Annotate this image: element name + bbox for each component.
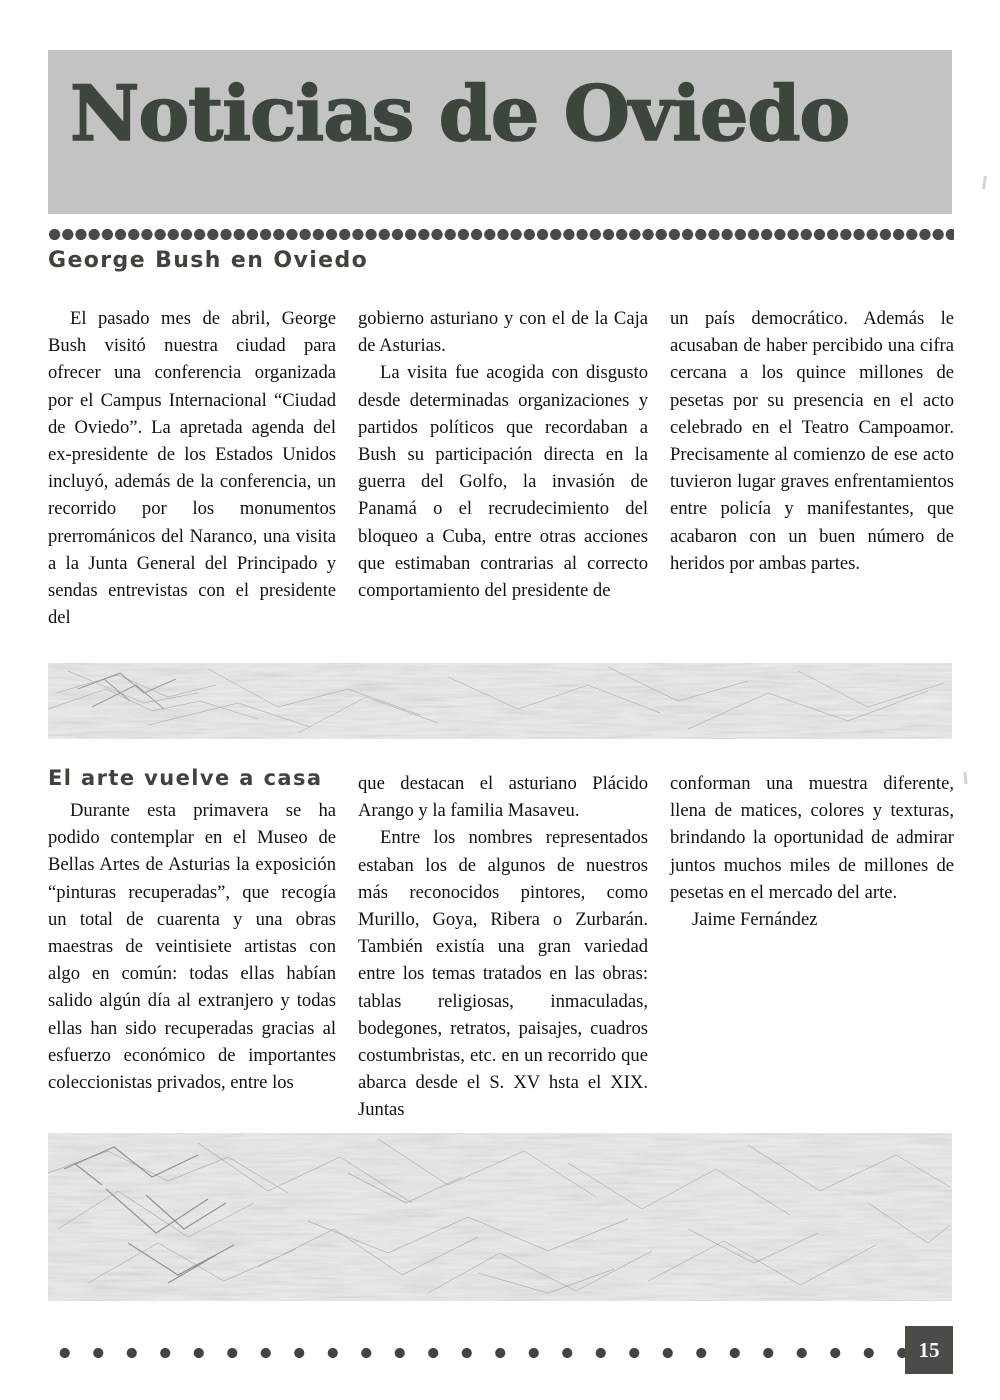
masthead-title: Noticias de Oviedo <box>70 69 850 158</box>
article-2-column-3 <box>670 770 954 933</box>
paragraph: Entre los nombres representados estaban los de algunos de nuestros más reconocidos pintores, como Murillo, Goya, Ribera o Zurbarán. También existía una gran variedad entre los temas tratados en las obras: tablas religiosas, inmaculadas, bodegones, retratos, paisajes, cuadros costumbristas, etc. en un recorrido que abarca desde el S. XV hsta el XIX. Juntas <box>358 827 648 1121</box>
paragraph: Durante esta primavera se ha podido contemplar en el Museo de Bellas Artes de Asturias la exposición “pinturas recuperadas”, que recogía un total de cuarenta y una obras maestras de veintisiete artistas con algo en común: todas ellas habían salido algún día al extranjero y todas ellas han sido recuperadas gracias al esfuerzo económico de importantes coleccionistas privados, entre los <box>48 800 336 1094</box>
page-number-badge: 15 <box>905 1326 953 1374</box>
article-1-column-3 <box>670 305 954 577</box>
scan-artifact <box>963 772 967 784</box>
photo-strip-1 <box>48 663 952 739</box>
dotted-rule-top <box>48 226 954 240</box>
dotted-rule-bottom <box>48 1345 908 1361</box>
paragraph: El pasado mes de abril, George Bush visitó nuestra ciudad para ofrecer una conferencia organizada por el Campus Internacional “Ciudad de Oviedo”. La apretada agenda del ex-presidente de los Estados Unidos incluyó, además de la conferencia, un recorrido por los monumentos prerrománicos del Naranco, una visita a la Junta General del Principado y sendas entrevistas con el presidente del <box>48 308 336 629</box>
article-1-column-2 <box>358 305 648 604</box>
article-heading-el-arte: El arte vuelve a casa <box>48 766 323 790</box>
paragraph: conforman una muestra diferente, llena de matices, colores y texturas, brindando la oportunidad de admirar juntos muchos miles de millones de pesetas en el mercado del arte. <box>670 773 954 903</box>
article-1-column-1 <box>48 305 336 631</box>
paragraph: gobierno asturiano y con el de la Caja de Asturias. <box>358 308 648 357</box>
article-2-column-2 <box>358 770 648 1124</box>
scan-artifact <box>982 176 987 189</box>
article-2-column-1 <box>48 797 336 1096</box>
paragraph: que destacan el asturiano Plácido Arango y la familia Masaveu. <box>358 773 648 822</box>
article-heading-george-bush: George Bush en Oviedo <box>48 248 369 273</box>
paragraph: La visita fue acogida con disgusto desde determinadas organizaciones y partidos políticos que recordaban a Bush su participación directa en la guerra del Golfo, la invasión de Panamá o el recrudecimiento del bloqueo a Cuba, entre otras acciones que estimaban contrarias al correcto comportamiento del presidente de <box>358 362 648 602</box>
paragraph: un país democrático. Además le acusaban de haber percibido una cifra cercana a los quince millones de pesetas por su presencia en el acto celebrado en el Teatro Campoamor. Precisamente al comienzo de ese acto tuvieron lugar graves enfrentamientos entre policía y manifestantes, que acabaron con un buen número de heridos por ambas partes. <box>670 308 954 574</box>
photo-strip-2 <box>48 1133 952 1301</box>
article-byline: Jaime Fernández <box>692 909 818 931</box>
